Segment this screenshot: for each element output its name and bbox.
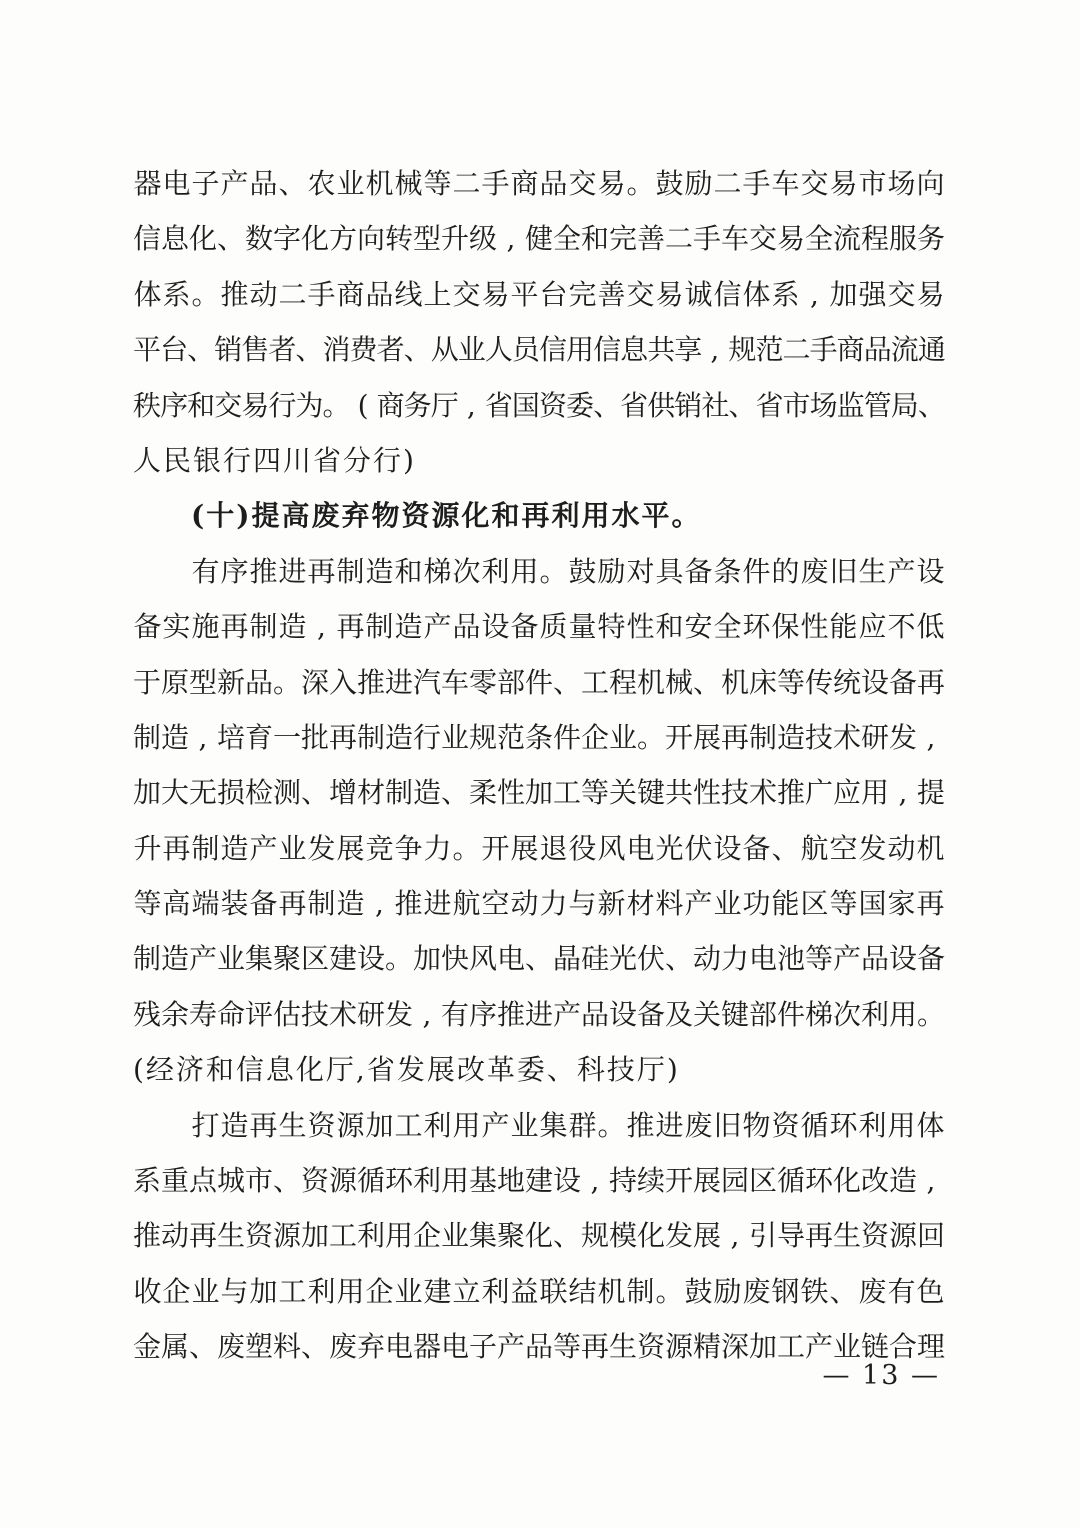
text-line: 打 造 再 生 资 源 加 工 利 用 产 业 集 群 。 推 进 废 旧 物 资 循 环 利 用 体 bbox=[133, 1098, 945, 1153]
text-line: 于 原 型 新 品 。 深 入 推 进 汽 车 零 部 件 、 工 程 机 械 、 机 床 等 传 统 设 备 再 bbox=[133, 665, 946, 699]
text-line: 等 高 端 装 备 再 制 造 , 推 进 航 空 动 力 与 新 材 料 产 业 功 能 区 等 国 家 再 bbox=[133, 887, 945, 921]
page-number: — 13 — bbox=[822, 1360, 940, 1391]
text-line: 体 系 。 推 动 二 手 商 品 线 上 交 易 平 台 完 善 交 易 诚 信 体 系 , 加 强 交 易 bbox=[133, 277, 945, 311]
text-line: 加 大 无 损 检 测 、 增 材 制 造 、 柔 性 加 工 等 关 键 共 性 技 术 推 广 应 用 , 提 bbox=[133, 776, 946, 810]
text-line: (十)提高废弃物资源化和再利用水平。 bbox=[191, 499, 702, 533]
text-line: 残 余 寿 命 评 估 技 术 研 发 , 有 序 推 进 产 品 设 备 及 关 键 部 件 梯 次 利 用 。 bbox=[133, 997, 946, 1031]
text-line: 人民银行四川省分行) bbox=[133, 443, 416, 477]
para-remanufacturing-cascade-use bbox=[133, 544, 945, 1098]
text-line: 收 企 业 与 加 工 利 用 企 业 建 立 利 益 联 结 机 制 。 鼓 励 废 钢 铁 、 废 有 色 bbox=[133, 1274, 945, 1308]
text-line: 金 属 、 废 塑 料 、 废 弃 电 器 电 子 产 品 等 再 生 资 源 精 深 加 工 产 业 链 合 理 bbox=[133, 1330, 946, 1364]
text-line: 制 造 产 业 集 聚 区 建 设 。 加 快 风 电 、 晶 硅 光 伏 、 动 力 电 池 等 产 品 设 备 bbox=[133, 942, 946, 976]
text-line: 推 动 再 生 资 源 加 工 利 用 企 业 集 聚 化 、 规 模 化 发 展 , 引 导 再 生 资 源 回 bbox=[133, 1219, 946, 1253]
text-line: 升 再 制 造 产 业 发 展 竞 争 力 。 开 展 退 役 风 电 光 伏 设 备 、 航 空 发 动 机 bbox=[133, 831, 945, 865]
para-secondhand-goods-trading bbox=[133, 156, 945, 488]
text-line: 系 重 点 城 市 、 资 源 循 环 利 用 基 地 建 设 , 持 续 开 展 园 区 循 环 化 改 造 , bbox=[133, 1164, 936, 1198]
document-body bbox=[133, 156, 945, 1375]
text-line: 有 序 推 进 再 制 造 和 梯 次 利 用 。 鼓 励 对 具 备 条 件 的 废 旧 生 产 设 bbox=[133, 544, 945, 599]
heading-section-ten bbox=[133, 488, 945, 543]
text-line: 器 电 子 产 品 、 农 业 机 械 等 二 手 商 品 交 易 。 鼓 励 二 手 车 交 易 市 场 向 bbox=[133, 167, 945, 200]
text-line: 制 造 , 培 育 一 批 再 制 造 行 业 规 范 条 件 企 业 。 开 展 再 制 造 技 术 研 发 , bbox=[133, 720, 936, 754]
text-line: 平 台 、 销 售 者 、 消 费 者 、 从 业 人 员 信 用 信 息 共 享 , 规 范 二 手 商 品 流 通 bbox=[133, 333, 946, 367]
text-line: 秩 序 和 交 易 行 为 。 ( 商 务 厅 , 省 国 资 委 、 省 供 销 社 、 省 市 场 监 管 局 、 bbox=[133, 388, 946, 422]
text-line: (经济和信息化厅,省发展改革委、科技厅) bbox=[133, 1053, 680, 1087]
first-line-indent bbox=[133, 1098, 191, 1153]
first-line-indent bbox=[133, 544, 191, 599]
text-line: 信 息 化 、 数 字 化 方 向 转 型 升 级 , 健 全 和 完 善 二 手 车 交 易 全 流 程 服 务 bbox=[133, 222, 946, 256]
para-recycled-resources-clusters bbox=[133, 1098, 945, 1375]
text-line: 备 实 施 再 制 造 , 再 制 造 产 品 设 备 质 量 特 性 和 安 全 环 保 性 能 应 不 低 bbox=[133, 610, 945, 644]
